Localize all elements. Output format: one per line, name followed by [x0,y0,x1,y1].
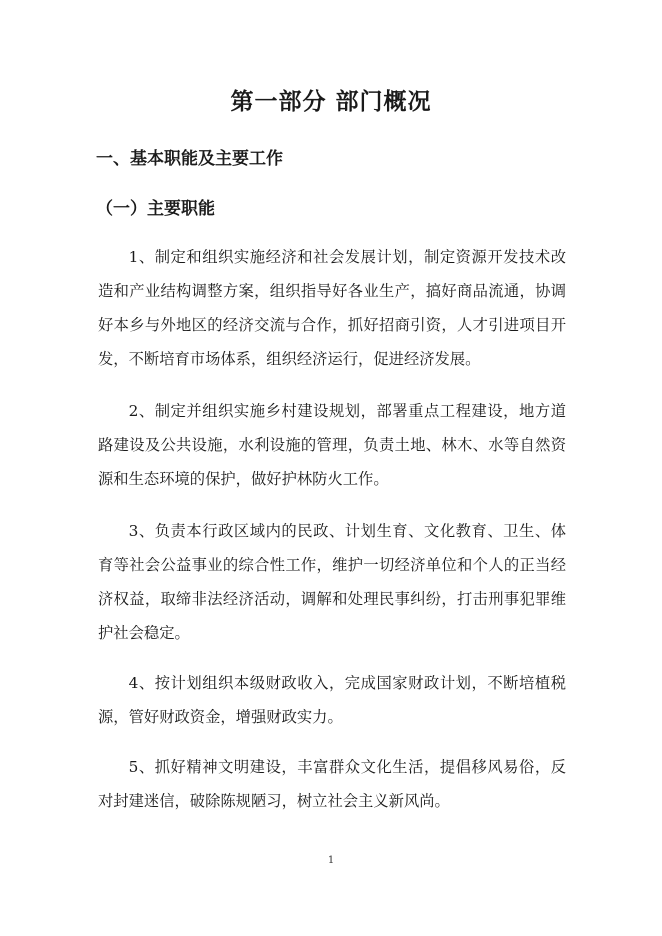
paragraph-1: 1、制定和组织实施经济和社会发展计划，制定资源开发技术改造和产业结构调整方案，组织指导好各业生产，搞好商品流通，协调好本乡与外地区的经济交流与合作，抓好招商引资，人才引进项目开发，不断培育市场体系，组织经济运行，促进经济发展。 [98,248,566,368]
section-heading: 一、基本职能及主要工作 [96,149,283,169]
page-title: 第一部分 部门概况 [230,89,432,115]
subsection-heading: （一）主要职能 [96,199,215,219]
page-number: 1 [327,855,335,866]
paragraph-2: 2、制定并组织实施乡村建设规划，部署重点工程建设，地方道路建设及公共设施，水利设施的管理，负责土地、林木、水等自然资源和生态环境的保护，做好护林防火工作。 [98,402,566,488]
paragraph-5: 5、抓好精神文明建设，丰富群众文化生活，提倡移风易俗，反对封建迷信，破除陈规陋习，树立社会主义新风尚。 [98,758,566,810]
paragraph-3: 3、负责本行政区域内的民政、计划生育、文化教育、卫生、体育等社会公益事业的综合性工作，维护一切经济单位和个人的正当经济权益，取缔非法经济活动，调解和处理民事纠纷，打击刑事犯罪维护社会稳定。 [98,522,566,642]
paragraph-4: 4、按计划组织本级财政收入，完成国家财政计划，不断培植税源，管好财政资金，增强财政实力。 [98,674,566,726]
